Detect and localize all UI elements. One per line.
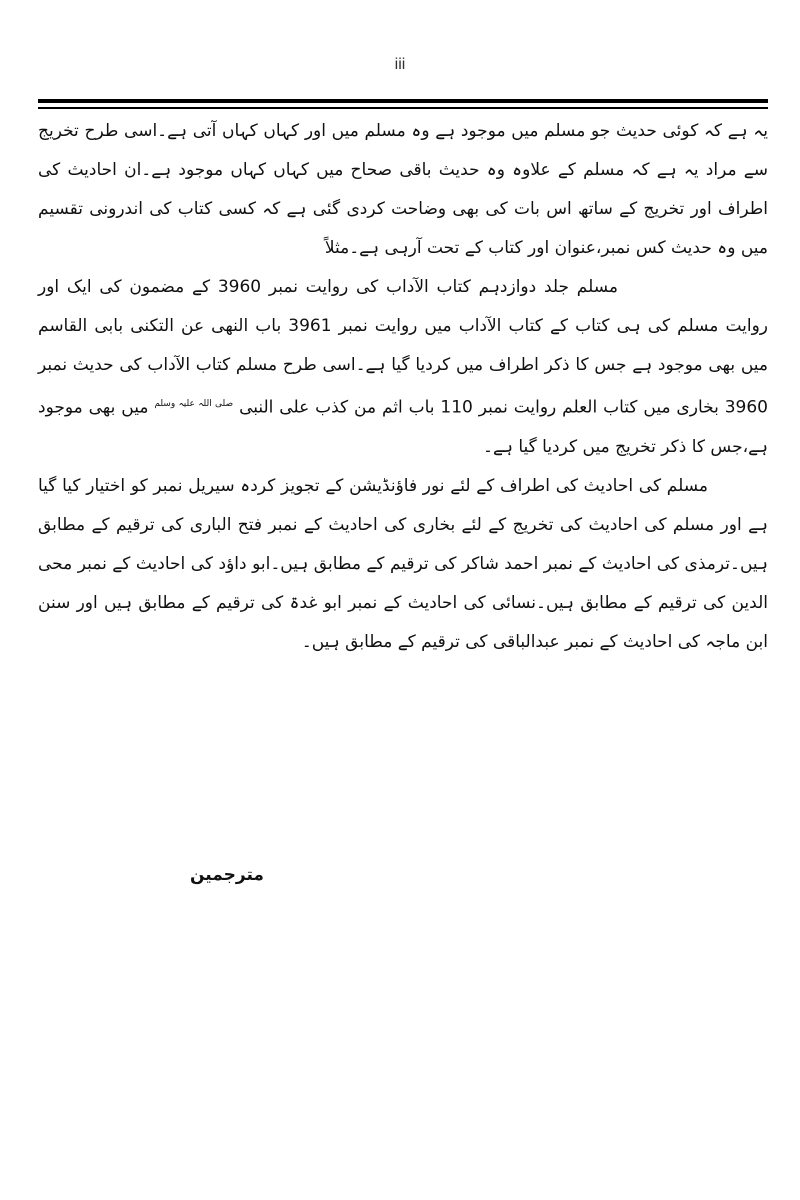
paragraph-example: [38, 268, 768, 467]
signature-translators: مترجمین: [190, 865, 264, 885]
paragraph-example-text: مسلم جلد دوازدہم کتاب الآداب کی روایت نمبر 3960 کے مضمون کی ایک اور روایت مسلم کی ہی کتاب کے کتاب الآداب میں روایت نمبر 3961 باب النھی عن التکنی بابی القاسم میں بھی موجود ہے جس کا ذکر اطراف میں کردیا گیا ہے۔اسی طرح مسلم کتاب الآداب کی حدیث نمبر 3960 بخاری میں کتاب العلم روایت نمبر 110 باب اثم من کذب علی النبی: [38, 277, 769, 418]
page-number: iii: [394, 56, 406, 73]
document-body: [38, 112, 768, 662]
header-rule-thin: [38, 107, 768, 109]
header-rule-thick: [38, 99, 768, 103]
salutation-glyph: صلی اللہ علیہ وسلم: [154, 399, 234, 409]
paragraph-numbering: مسلم کی احادیث کی اطراف کے لئے نور فاؤنڈیشن کے تجویز کردہ سیریل نمبر کو اختیار کیا گیا ہے اور مسلم کی احادیث کی تخریج کے لئے بخاری کی احادیث کے نمبر فتح الباری کی ترقیم کے مطابق ہیں۔ترمذی کی احادیث کے نمبر احمد شاکر کی ترقیم کے مطابق ہیں۔ابو داؤد کی احادیث کے نمبر محی الدین کی ترقیم کے مطابق ہیں۔نسائی کی احادیث کے نمبر ابو غدۃ کی ترقیم کے مطابق ہیں اور سنن ابن ماجہ کی احادیث کے نمبر عبدالباقی کی ترقیم کے مطابق ہیں۔: [38, 475, 768, 652]
paragraph-example-text-end: میں بھی موجود ہے،جس کا ذکر تخریج میں کردیا گیا ہے۔: [38, 397, 768, 457]
paragraph-intro: یہ ہے کہ کوئی حدیث جو مسلم میں موجود ہے وہ مسلم میں اور کہاں کہاں آتی ہے۔اسی طرح تخریج سے مراد یہ ہے کہ مسلم کے علاوہ وہ حدیث باقی صحاح میں کہاں کہاں موجود ہے۔ان احادیث کی اطراف اور تخریج کے ساتھ اس بات کی بھی وضاحت کردی گئی ہے کہ کسی کتاب کی اندرونی تقسیم میں وہ حدیث کس نمبر،عنوان اور کتاب کے تحت آرہی ہے۔مثلاً: [38, 121, 768, 258]
